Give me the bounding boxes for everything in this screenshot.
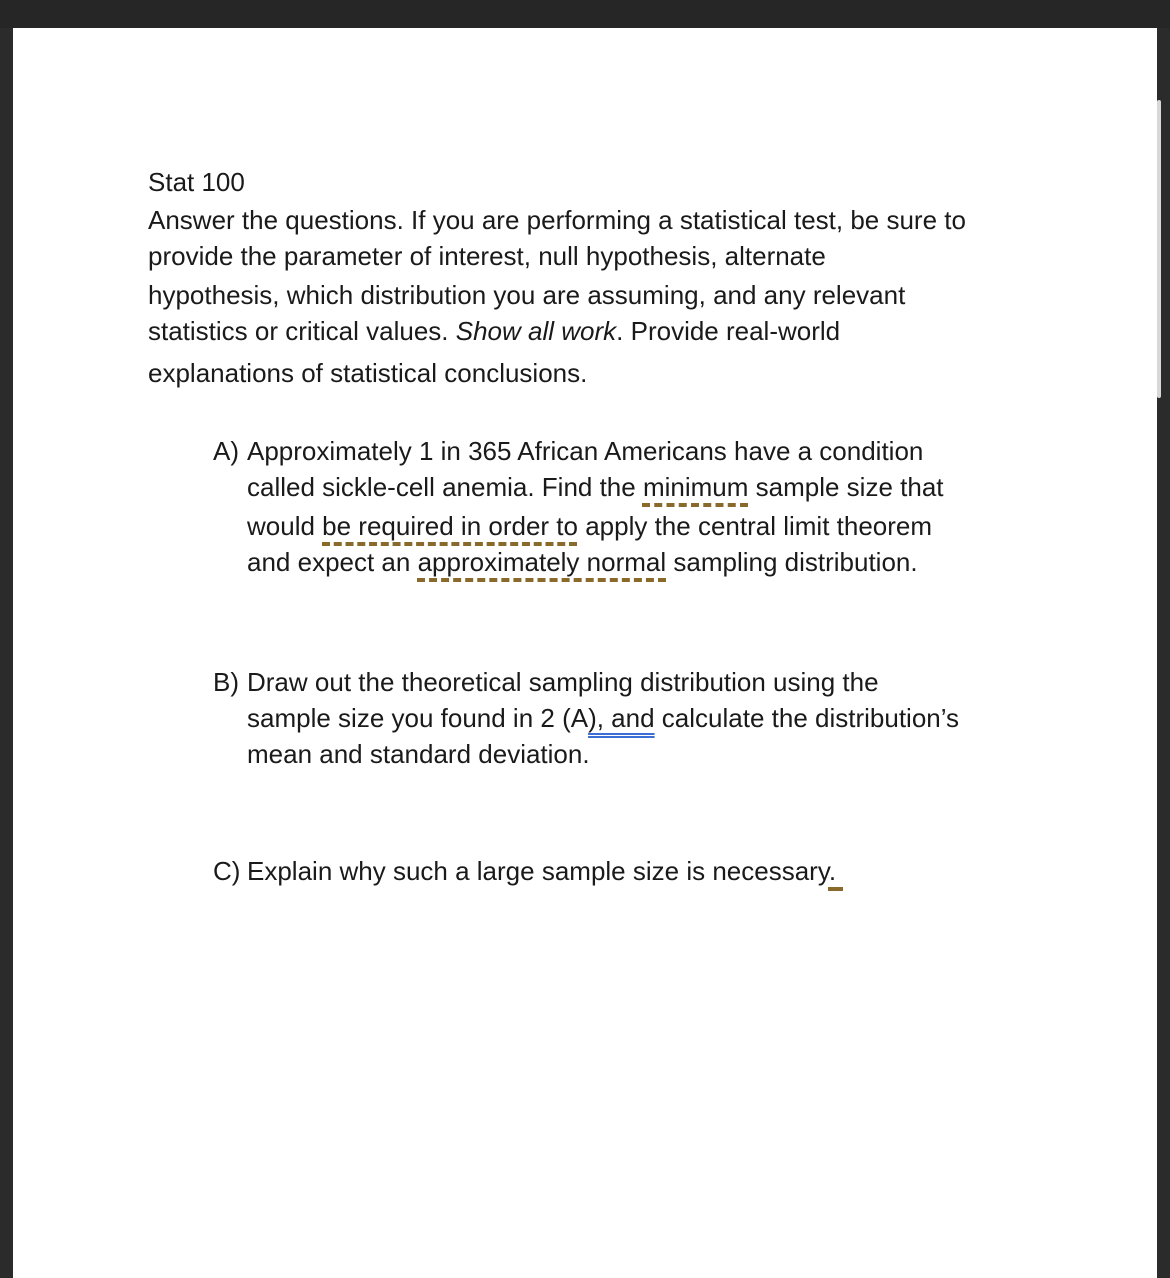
question-b-line-2-start: sample size you found in 2 (A [247, 703, 589, 733]
intro-line-4-end: . Provide real-world [616, 316, 841, 346]
clarity-flag-and[interactable]: ), and [588, 703, 655, 733]
question-a-letter: A) [213, 436, 239, 466]
question-a-line-1: Approximately 1 in 365 African Americans have a condition [247, 436, 924, 466]
intro-line-2: provide the parameter of interest, null hypothesis, alternate [148, 241, 826, 271]
question-a-line-3-start: would [247, 511, 323, 541]
question-a-line-4-start: and expect an [247, 547, 418, 577]
intro-line-1: Answer the questions. If you are performing a statistical test, be sure to [148, 205, 966, 235]
question-c-line-1-start: Explain why such a large sample size is necessary [247, 856, 829, 886]
question-a-line-4-end: sampling distribution. [666, 547, 918, 577]
scrollbar-handle[interactable] [1157, 100, 1161, 398]
question-b-line-1: Draw out the theoretical sampling distribution using the [247, 667, 879, 697]
question-a-line-2-start: called sickle-cell anemia. Find the [247, 472, 643, 502]
grammar-flag-approximately-normal[interactable]: approximately normal [417, 547, 667, 577]
intro-line-4 [148, 313, 840, 350]
question-a-line-2-end: sample size that [748, 472, 944, 502]
grammar-flag-minimum[interactable]: minimum [642, 472, 749, 502]
intro-line-4-start: statistics or critical values. [148, 316, 456, 346]
intro-line-3: hypothesis, which distribution you are assuming, and any relevant [148, 280, 906, 310]
question-b-letter: B) [213, 667, 239, 697]
intro-line-5: explanations of statistical conclusions. [148, 358, 588, 388]
question-a-line-3 [247, 508, 932, 545]
question-a-line-4 [247, 544, 918, 581]
grammar-flag-be-required[interactable]: be required in order to [322, 511, 578, 541]
question-a-line-3-end: apply the central limit theorem [577, 511, 933, 541]
document-title: Stat 100 [148, 167, 245, 197]
grammar-flag-period-space[interactable]: . [828, 856, 844, 886]
intro-emphasis: Show all work [455, 316, 617, 346]
question-b-line-3: mean and standard deviation. [247, 739, 590, 769]
question-b-line-2-end: calculate the distribution’s [654, 703, 960, 733]
question-b-line-2 [247, 700, 959, 737]
question-a-line-2 [247, 469, 944, 506]
question-c-letter: C) [213, 856, 241, 886]
window-top-bar [0, 0, 1170, 28]
question-c-line-1 [247, 853, 843, 890]
